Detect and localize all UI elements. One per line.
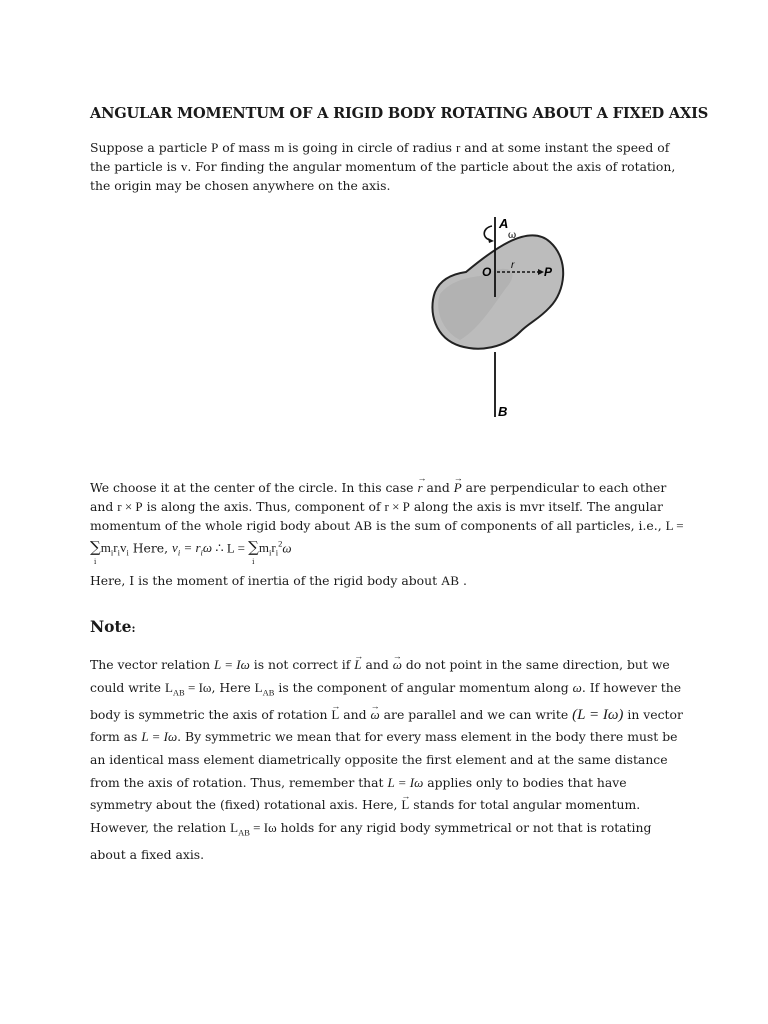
label-r: r: [511, 260, 515, 271]
label-A: A: [499, 216, 509, 231]
paragraph-3: Here, I is the moment of inertia of the rigid body about AB .: [90, 573, 467, 588]
label-omega: ω: [508, 230, 517, 241]
label-P: P: [544, 265, 553, 279]
paragraph-2: We choose it at the center of the circle. In this case → r and → P are perpendicular to each other and r × P is along the axis. Thus, component of r × P along the axis is mvr itself. The angular momentum of the whole rigid body about AB is the sum of components of all particles, i.e., L = ∑ i $m_ir_iv_i$ Here, $v_i = r_i\omega$ ∴ L = ∑ i $m_ir_i^2\omega$: [90, 478, 690, 563]
label-B: B: [498, 404, 508, 419]
note-heading: Note:: [90, 617, 136, 636]
page-title: ANGULAR MOMENTUM OF A RIGID BODY ROTATING ABOUT A FIXED AXIS: [90, 105, 709, 122]
rigid-body-figure: [420, 212, 580, 427]
label-O: O: [482, 265, 492, 279]
intro-paragraph: Suppose a particle P of mass m is going in circle of radius r and at some instant the speed of the particle is v. For finding the angular momentum of the particle about the axis of rotation, the origin may be chosen anywhere on the axis.: [90, 140, 676, 193]
rotation-arrow-icon: [484, 226, 492, 240]
note-paragraph: The vector relation L = Iω is not correct if → L and → ω do not point in the same direction, but we could write $L_{AB} = I\omega$, Here $L_{AB}$ is the component of angular momentum along ω. If however the body is symmetric the axis of rotation → L and → ω are parallel and we can write (L = Iω) in vector form as L = Iω. By symmetric we mean that for every mass element in the body there must be an identical mass element diametrically opposite the first element and at the same distance from the axis of rotation. Thus, remember that L = Iω applies only to bodies that have symmetry about the (fixed) rotational axis. Here, → L stands for total angular momentum. However, the relation $L_{AB} = I\omega$ holds for any rigid body symmetrical or not that is rotating about a fixed axis.: [90, 654, 690, 867]
